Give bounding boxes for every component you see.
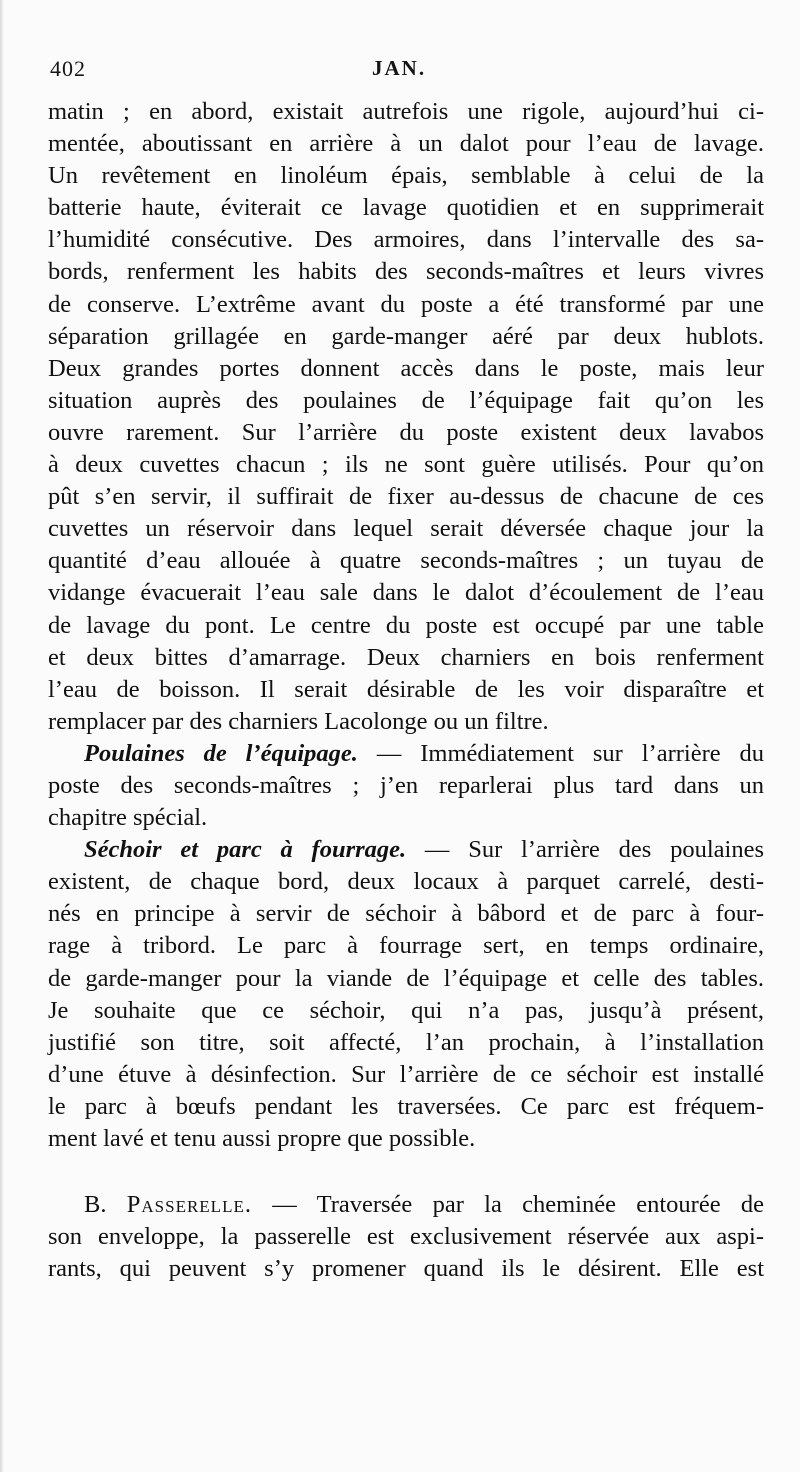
text-line: poste des seconds-maîtres ; j’en reparlerai plus tard dans un (48, 771, 764, 799)
text-line: l’humidité consécutive. Des armoires, dans l’intervalle des sa- (48, 226, 764, 254)
text-line: batterie haute, éviterait ce lavage quotidien et en supprimerait (48, 194, 764, 222)
page-number: 402 (50, 56, 86, 81)
text-line: rage à tribord. Le parc à fourrage sert, en temps ordinaire, (48, 932, 764, 960)
text-line: quantité d’eau allouée à quatre seconds-maîtres ; un tuyau de (48, 547, 764, 575)
text-line: matin ; en abord, existait autrefois une rigole, aujourd’hui ci- (48, 98, 764, 125)
text-line: de lavage du pont. Le centre du poste est occupé par une table (48, 611, 764, 639)
text-line: l’eau de boisson. Il serait désirable de les voir disparaître et (48, 675, 764, 703)
text-line (48, 738, 764, 770)
text-line: cuvettes un réservoir dans lequel serait déversée chaque jour la (48, 515, 764, 543)
text-line: pût s’en servir, il suffirait de fixer au-dessus de chacune de ces (48, 483, 764, 511)
paragraph-poste-seconds-maitres (48, 96, 764, 738)
text-line: ouvre rarement. Sur l’arrière du poste existent deux lavabos (48, 418, 764, 446)
section-gap (48, 1155, 764, 1189)
text-line: ment lavé et tenu aussi propre que possible. (48, 1125, 476, 1152)
text-line: situation auprès des poulaines de l’équipage fait qu’on les (48, 386, 764, 414)
text-line: chapitre spécial. (48, 804, 208, 832)
body-text (48, 96, 764, 1285)
text-run: — Traversée par la cheminée entourée de (251, 1191, 764, 1219)
page-header (50, 56, 760, 86)
text-line: bords, renferment les habits des seconds-maîtres et leurs vivres (48, 258, 764, 286)
text-line: Deux grandes portes donnent accès dans le poste, mais leur (48, 354, 764, 382)
running-head: JAN. (372, 56, 427, 80)
page-edge-shadow (0, 0, 4, 1472)
text-line: le parc à bœufs pendant les traversées. Ce parc est fréquem- (48, 1092, 764, 1120)
section-letter: B. (84, 1191, 107, 1219)
text-line (48, 1189, 764, 1221)
text-line (48, 834, 764, 866)
text-line: et deux bittes d’amarrage. Deux charniers en bois renferment (48, 643, 764, 671)
text-line: de conserve. L’extrême avant du poste a été transformé par une (48, 290, 764, 318)
text-line: remplacer par des charniers Lacolonge ou un filtre. (48, 707, 549, 735)
text-line: justifié son titre, soit affecté, l’an prochain, à l’installation (48, 1028, 764, 1056)
section-heading-poulaines: Poulaines de l’équipage. (84, 739, 358, 767)
text-run: — Sur l’arrière des poulaines (406, 836, 764, 864)
text-line: séparation grillagée en garde-manger aéré par deux hublots. (48, 322, 764, 350)
paragraph-poulaines (48, 738, 764, 834)
text-line: d’une étuve à désinfection. Sur l’arrière de ce séchoir est installé (48, 1060, 764, 1088)
text-line: Je souhaite que ce séchoir, qui n’a pas, jusqu’à présent, (48, 996, 764, 1024)
text-line: Un revêtement en linoléum épais, semblable à celui de la (48, 162, 764, 190)
paragraph-passerelle (48, 1189, 764, 1285)
text-line: à deux cuvettes chacun ; ils ne sont guère utilisés. Pour qu’on (48, 451, 764, 479)
text-line: vidange évacuerait l’eau sale dans le dalot d’écoulement de l’eau (48, 579, 764, 607)
paragraph-sechoir (48, 834, 764, 1155)
text-run: — Immédiatement sur l’arrière du (357, 739, 764, 767)
text-line: nés en principe à servir de séchoir à bâbord et de parc à four- (48, 900, 764, 928)
section-heading-passerelle: Passerelle. (126, 1191, 252, 1219)
text-line: existent, de chaque bord, deux locaux à parquet carrelé, desti- (48, 868, 764, 896)
section-heading-sechoir: Séchoir et parc à fourrage. (84, 836, 407, 864)
text-line: son enveloppe, la passerelle est exclusivement réservée aux aspi- (48, 1223, 764, 1251)
text-line: rants, qui peuvent s’y promener quand ils le désirent. Elle est (48, 1255, 764, 1283)
text-line: de garde-manger pour la viande de l’équipage et celle des tables. (48, 964, 764, 992)
text-line: mentée, aboutissant en arrière à un dalot pour l’eau de lavage. (48, 130, 764, 158)
